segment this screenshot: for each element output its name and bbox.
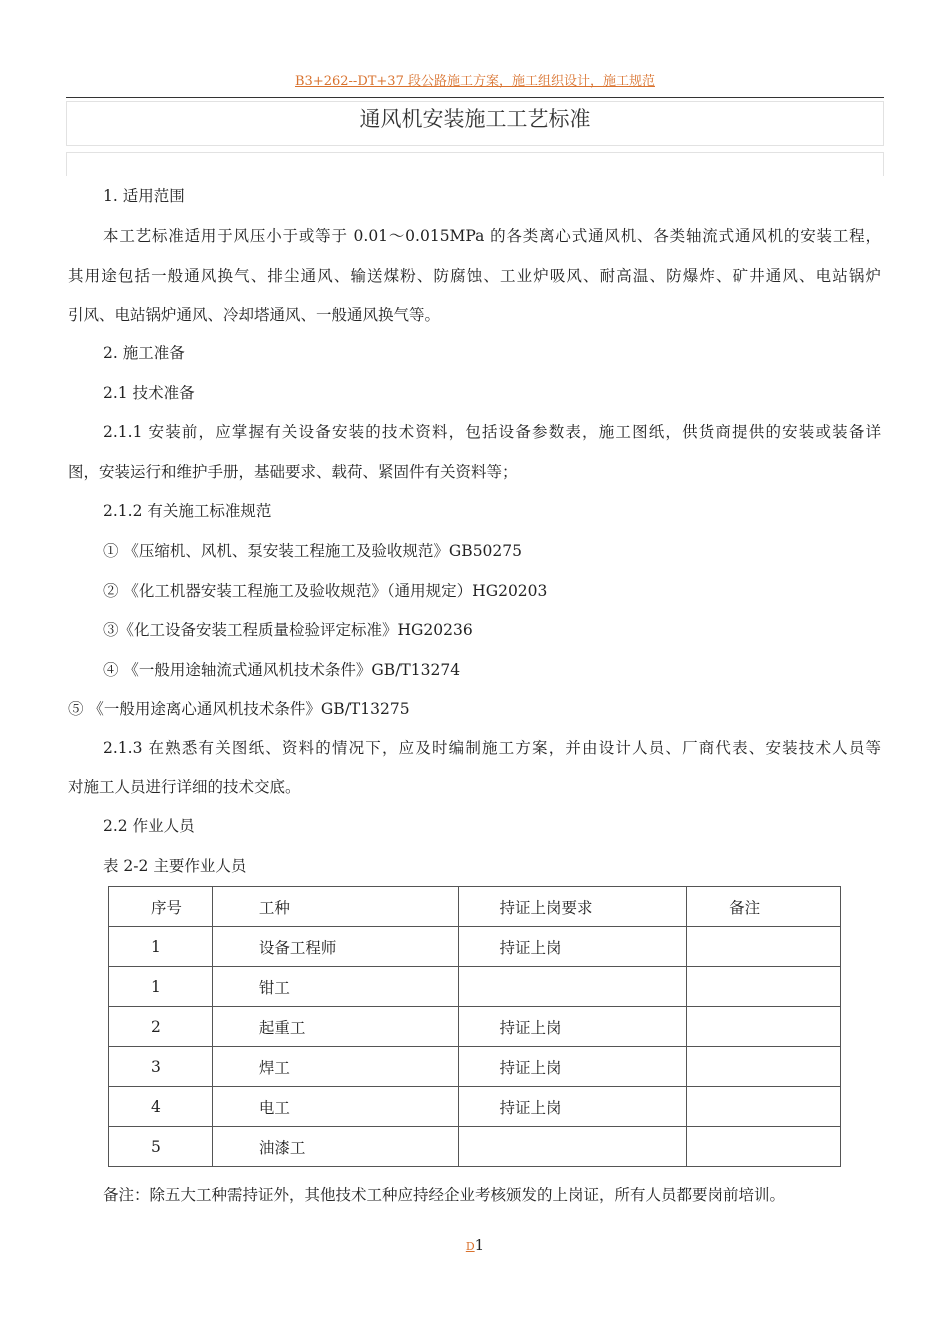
table-cell: 持证上岗: [458, 1087, 687, 1127]
header-rule: [66, 97, 884, 98]
table-cell: 持证上岗: [458, 1047, 687, 1087]
footer-link[interactable]: D: [465, 1240, 475, 1253]
table-row: [109, 967, 841, 1007]
table-cell: 设备工程师: [212, 927, 458, 967]
table-row: [109, 1007, 841, 1047]
section-1-paragraph-line: 引风、电站锅炉通风、冷却塔通风、一般通风换气等。: [68, 306, 441, 324]
standard-item: ⑤ 《一般用途离心通风机技术条件》GB/T13275: [68, 700, 410, 718]
section-2-1-3-line: 2.1.3 在熟悉有关图纸、资料的情况下，应及时编制施工方案，并由设计人员、厂商代表、安装技术人员等: [103, 739, 881, 757]
table-cell: 油漆工: [212, 1127, 458, 1167]
table-caption: 表 2-2 主要作业人员: [103, 857, 247, 875]
table-cell: [458, 1127, 687, 1167]
table-cell: 焊工: [212, 1047, 458, 1087]
table-cell: [687, 967, 841, 1007]
standard-item: ④ 《一般用途轴流式通风机技术条件》GB/T13274: [103, 661, 461, 679]
page-title: 通风机安装施工工艺标准: [359, 107, 591, 131]
section-2-1-1-line: 2.1.1 安装前，应掌握有关设备安装的技术资料，包括设备参数表，施工图纸，供货商提供的安装或装备详: [103, 423, 881, 441]
table-row: [109, 1127, 841, 1167]
table-row: [109, 1047, 841, 1087]
table-cell: 5: [109, 1127, 213, 1167]
table-cell: 持证上岗: [458, 927, 687, 967]
table-row: [109, 927, 841, 967]
table-cell: [458, 967, 687, 1007]
table-header-row: [109, 887, 841, 927]
section-2-heading: 2. 施工准备: [103, 344, 185, 362]
staff-table: [108, 886, 841, 1167]
standard-item: ① 《压缩机、风机、泵安装工程施工及验收规范》GB50275: [103, 542, 523, 560]
table-cell: 2: [109, 1007, 213, 1047]
header-cell: 序号: [109, 887, 213, 927]
section-1-paragraph-line: 本工艺标准适用于风压小于或等于 0.01～0.015MPa 的各类离心式通风机、各类轴流式通风机的安装工程，: [103, 227, 881, 245]
table-note: 备注：除五大工种需持证外，其他技术工种应持经企业考核颁发的上岗证，所有人员都要岗前培训。: [103, 1186, 786, 1204]
table-cell: 钳工: [212, 967, 458, 1007]
page-number: 1: [474, 1236, 485, 1254]
table-cell: [687, 1087, 841, 1127]
section-1-paragraph-line: 其用途包括一般通风换气、排尘通风、输送煤粉、防腐蚀、工业炉吸风、耐高温、防爆炸、矿井通风、电站锅炉: [68, 267, 881, 285]
standard-item: ③《化工设备安装工程质量检验评定标准》HG20236: [103, 621, 473, 639]
table-cell: 电工: [212, 1087, 458, 1127]
section-1-heading: 1. 适用范围: [103, 187, 185, 205]
header-link[interactable]: B3+262--DT+37 段公路施工方案，施工组织设计，施工规范: [295, 74, 655, 89]
header-cell: 持证上岗要求: [458, 887, 687, 927]
subtitle-box: [66, 152, 884, 176]
table-cell: [687, 1047, 841, 1087]
section-2-1-2-heading: 2.1.2 有关施工标准规范: [103, 502, 272, 520]
table-row: [109, 1087, 841, 1127]
table-cell: [687, 927, 841, 967]
table-cell: 持证上岗: [458, 1007, 687, 1047]
table-cell: [687, 1127, 841, 1167]
section-2-2-heading: 2.2 作业人员: [103, 817, 195, 835]
page-footer: [0, 1236, 950, 1254]
standard-item: ② 《化工机器安装工程施工及验收规范》（通用规定）HG20203: [103, 582, 548, 600]
header-cell: 备注: [687, 887, 841, 927]
table-cell: 1: [109, 967, 213, 1007]
table-cell: 起重工: [212, 1007, 458, 1047]
header-cell: 工种: [212, 887, 458, 927]
table-cell: 1: [109, 927, 213, 967]
section-2-1-3-line: 对施工人员进行详细的技术交底。: [68, 778, 301, 796]
section-2-1-1-line: 图，安装运行和维护手册，基础要求、载荷、紧固件有关资料等；: [68, 463, 518, 481]
section-2-1-heading: 2.1 技术准备: [103, 384, 195, 402]
table-cell: 3: [109, 1047, 213, 1087]
table-cell: 4: [109, 1087, 213, 1127]
table-cell: [687, 1007, 841, 1047]
